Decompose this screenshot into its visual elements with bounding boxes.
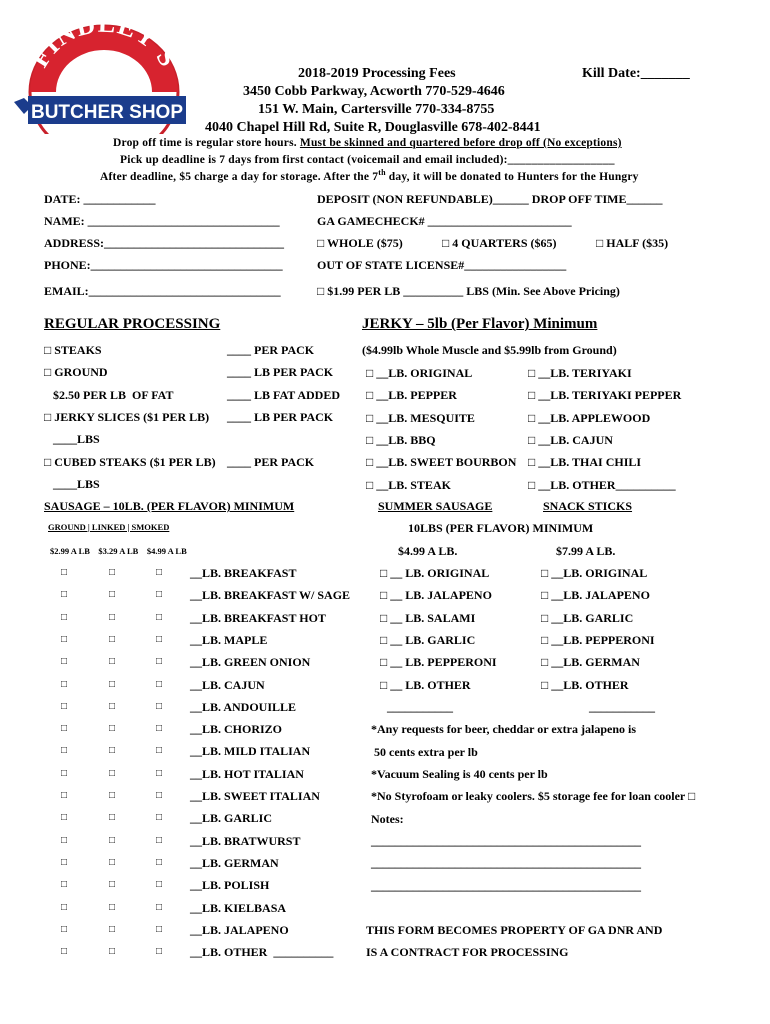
sausage-flavor-item[interactable]: __LB. GERMAN xyxy=(190,855,279,870)
regular-item-quantity[interactable]: ____ LB PER PACK xyxy=(227,365,334,380)
regular-item-label[interactable]: □ CUBED STEAKS ($1 PER LB) xyxy=(44,454,216,469)
sausage-checkbox[interactable]: □ xyxy=(156,901,163,913)
snack-stick-item[interactable]: □ __LB. GERMAN xyxy=(541,655,640,670)
jerky-flavor-item[interactable]: □ __LB. ORIGINAL xyxy=(366,366,473,380)
sausage-flavor-item[interactable]: __LB. OTHER __________ xyxy=(190,945,334,960)
summer-sausage-price: $4.99 A LB. xyxy=(398,544,458,558)
quarters-checkbox[interactable]: □ 4 QUARTERS ($65) xyxy=(442,236,557,250)
snack-stick-item[interactable]: □ __LB. ORIGINAL xyxy=(541,566,648,580)
sausage-checkbox[interactable]: □ xyxy=(156,812,163,824)
jerky-flavor-item[interactable]: □ __LB. MESQUITE xyxy=(366,410,475,425)
snack-blank-line[interactable]: ___________ xyxy=(589,700,655,714)
snack-stick-item[interactable]: □ __LB. OTHER xyxy=(541,677,629,692)
jerky-flavor-item[interactable]: □ __LB. TERIYAKI PEPPER xyxy=(528,388,682,403)
regular-item-quantity[interactable]: ____ PER PACK xyxy=(227,343,315,357)
sausage-checkbox[interactable]: □ xyxy=(156,678,163,690)
sausage-checkbox[interactable]: □ xyxy=(109,633,116,645)
jerky-title: JERKY – 5lb (Per Flavor) Minimum xyxy=(362,316,598,332)
phone-field[interactable]: PHONE:________________________________ xyxy=(44,258,283,272)
regular-item-quantity[interactable]: ____ LB PER PACK xyxy=(227,409,334,424)
sausage-flavor-item[interactable]: __LB. SWEET ITALIAN xyxy=(190,789,320,803)
sausage-checkbox[interactable]: □ xyxy=(109,923,116,935)
sausage-checkbox[interactable]: □ xyxy=(109,834,116,846)
form-title: 2018-2019 Processing Fees xyxy=(298,66,456,81)
notice-line-3: After deadline, $5 charge a day for storage. After the 7th day, it will be donated to Hunters for the Hungry xyxy=(100,168,639,183)
jerky-flavor-item[interactable]: □ __LB. APPLEWOOD xyxy=(528,410,651,425)
deposit-dropoff-field[interactable]: DEPOSIT (NON REFUNDABLE)______ DROP OFF TIME______ xyxy=(317,192,663,206)
snack-stick-item[interactable]: □ __LB. JALAPENO xyxy=(541,588,650,603)
name-field[interactable]: NAME: ________________________________ xyxy=(44,214,280,228)
sausage-checkbox[interactable]: □ xyxy=(156,656,163,668)
note-extras: *Any requests for beer, cheddar or extra jalapeno is xyxy=(371,722,636,736)
sausage-checkbox[interactable]: □ xyxy=(61,856,68,868)
regular-item-label[interactable]: □ STEAKS xyxy=(44,343,102,357)
sausage-checkbox[interactable]: □ xyxy=(156,567,163,578)
sausage-checkbox[interactable]: □ xyxy=(156,633,163,645)
sausage-checkbox[interactable]: □ xyxy=(109,812,116,824)
sausage-flavor-item[interactable]: __LB. HOT ITALIAN xyxy=(190,766,304,781)
logo-arc-text: FINDLEY'S xyxy=(24,14,184,73)
sausage-checkbox[interactable]: □ xyxy=(61,923,68,935)
sausage-checkbox[interactable]: □ xyxy=(156,611,163,623)
sausage-checkbox[interactable]: □ xyxy=(61,946,68,958)
jerky-flavor-item[interactable]: □ __LB. THAI CHILI xyxy=(528,455,642,470)
sausage-checkbox[interactable]: □ xyxy=(109,790,116,801)
snack-minimum: 10LBS (PER FLAVOR) MINIMUM xyxy=(408,521,594,535)
snack-sticks-price: $7.99 A LB. xyxy=(556,544,616,558)
regular-item-quantity[interactable]: ____ LB FAT ADDED xyxy=(227,387,341,402)
sausage-checkbox[interactable]: □ xyxy=(61,790,68,801)
jerky-flavor-item[interactable]: □ __LB. SWEET BOURBON xyxy=(366,455,517,470)
sausage-checkbox[interactable]: □ xyxy=(109,901,116,913)
notes-line-1[interactable]: _____________________________________________ xyxy=(371,834,641,848)
sausage-checkbox[interactable]: □ xyxy=(156,790,163,801)
sausage-checkbox[interactable]: □ xyxy=(61,700,68,712)
sausage-checkbox[interactable]: □ xyxy=(109,678,116,690)
sausage-checkbox[interactable]: □ xyxy=(156,745,163,757)
summer-sausage-item[interactable]: □ __ LB. OTHER xyxy=(380,677,471,692)
sausage-checkbox[interactable]: □ xyxy=(109,745,116,757)
sausage-checkbox[interactable]: □ xyxy=(156,723,163,735)
notes-label: Notes: xyxy=(371,812,404,826)
sausage-title: SAUSAGE – 10LB. (PER FLAVOR) MINIMUM xyxy=(44,499,295,513)
sausage-checkbox[interactable]: □ xyxy=(156,856,163,868)
half-checkbox[interactable]: □ HALF ($35) xyxy=(596,236,669,250)
regular-item-label[interactable]: ____LBS xyxy=(44,432,100,447)
snack-stick-item[interactable]: □ __LB. PEPPERONI xyxy=(541,632,655,647)
sausage-checkbox[interactable]: □ xyxy=(61,767,68,779)
regular-processing-title: REGULAR PROCESSING xyxy=(44,316,221,332)
snack-sticks-title: SNACK STICKS xyxy=(543,499,633,513)
note-vacuum: *Vacuum Sealing is 40 cents per lb xyxy=(371,767,548,781)
jerky-flavor-item[interactable]: □ __LB. PEPPER xyxy=(366,388,457,403)
jerky-price: ($4.99lb Whole Muscle and $5.99lb from Ground) xyxy=(362,343,617,357)
regular-item-label[interactable]: $2.50 PER LB OF FAT xyxy=(44,387,174,402)
jerky-flavor-item[interactable]: □ __LB. BBQ xyxy=(366,432,436,447)
sausage-flavor-item[interactable]: __LB. BREAKFAST HOT xyxy=(190,610,326,625)
note-coolers: *No Styrofoam or leaky coolers. $5 storage fee for loan cooler □ xyxy=(371,789,696,803)
snack-stick-item[interactable]: □ __LB. GARLIC xyxy=(541,610,634,625)
jerky-flavor-item[interactable]: □ __LB. STEAK xyxy=(366,477,451,492)
sausage-checkbox[interactable]: □ xyxy=(61,745,68,757)
sausage-checkbox[interactable]: □ xyxy=(156,700,163,712)
notes-line-3[interactable]: _____________________________________________ xyxy=(371,879,641,893)
sausage-checkbox[interactable]: □ xyxy=(61,589,68,601)
sausage-checkbox[interactable]: □ xyxy=(109,879,116,891)
summer-sausage-item[interactable]: □ __ LB. PEPPERONI xyxy=(380,655,497,670)
oos-license-field[interactable]: OUT OF STATE LICENSE#_________________ xyxy=(317,258,567,272)
date-field[interactable]: DATE: ____________ xyxy=(44,192,156,206)
sausage-checkbox[interactable]: □ xyxy=(109,856,116,868)
summer-blank-line[interactable]: ___________ xyxy=(387,700,453,714)
address-douglasville: 4040 Chapel Hill Rd, Suite R, Douglasville 678-402-8441 xyxy=(205,120,541,135)
logo-banner-text: BUTCHER SHOP xyxy=(30,102,184,123)
note-extras-price: 50 cents extra per lb xyxy=(371,745,478,759)
sausage-checkbox[interactable]: □ xyxy=(61,834,68,846)
sausage-checkbox[interactable]: □ xyxy=(109,946,116,958)
regular-item-label[interactable]: □ JERKY SLICES ($1 PER LB) xyxy=(44,409,210,424)
summer-sausage-item[interactable]: □ __ LB. ORIGINAL xyxy=(380,566,490,580)
sausage-checkbox[interactable]: □ xyxy=(109,589,116,601)
sausage-checkbox[interactable]: □ xyxy=(156,879,163,891)
sausage-checkbox[interactable]: □ xyxy=(109,567,116,578)
sausage-flavor-item[interactable]: __LB. JALAPENO xyxy=(190,922,289,937)
sausage-checkbox[interactable]: □ xyxy=(61,879,68,891)
jerky-flavor-item[interactable]: □ __LB. CAJUN xyxy=(528,432,613,447)
sausage-checkbox[interactable]: □ xyxy=(109,767,116,779)
email-field[interactable]: EMAIL:________________________________ xyxy=(44,284,281,298)
sausage-checkbox[interactable]: □ xyxy=(156,767,163,779)
sausage-flavor-item[interactable]: __LB. POLISH xyxy=(190,878,270,893)
sausage-flavor-item[interactable]: __LB. BRATWURST xyxy=(190,833,301,848)
per-lb-checkbox[interactable]: □ $1.99 PER LB __________ LBS (Min. See Above Pricing) xyxy=(317,284,620,298)
sausage-checkbox[interactable]: □ xyxy=(61,901,68,913)
sausage-flavor-item[interactable]: __LB. CAJUN xyxy=(190,677,265,692)
findleys-butcher-shop-logo xyxy=(14,14,186,134)
sausage-checkbox[interactable]: □ xyxy=(61,611,68,623)
regular-item-label[interactable]: □ GROUND xyxy=(44,365,108,380)
sausage-flavor-item[interactable]: __LB. BREAKFAST xyxy=(190,566,297,580)
notice-line-1: Drop off time is regular store hours. Must be skinned and quartered before drop off (No exceptions) xyxy=(113,137,622,149)
notes-line-2[interactable]: _____________________________________________ xyxy=(371,856,641,870)
whole-checkbox[interactable]: □ WHOLE ($75) xyxy=(317,236,403,250)
sausage-checkbox[interactable]: □ xyxy=(61,678,68,690)
sausage-flavor-item[interactable]: __LB. ANDOUILLE xyxy=(190,699,297,714)
sausage-flavor-item[interactable]: __LB. GREEN ONION xyxy=(190,655,311,670)
address-field[interactable]: ADDRESS:______________________________ xyxy=(44,236,285,250)
sausage-checkbox[interactable]: □ xyxy=(156,923,163,935)
sausage-checkbox[interactable]: □ xyxy=(61,656,68,668)
summer-sausage-item[interactable]: □ __ LB. SALAMI xyxy=(380,610,476,625)
address-cartersville: 151 W. Main, Cartersville 770-334-8755 xyxy=(258,102,495,117)
sausage-prices: $2.99 A LB $3.29 A LB $4.99 A LB xyxy=(50,546,187,556)
sausage-flavor-item[interactable]: __LB. MAPLE xyxy=(190,632,268,647)
kill-date-field[interactable]: Kill Date:_______ xyxy=(582,66,690,81)
summer-sausage-item[interactable]: □ __ LB. JALAPENO xyxy=(380,588,492,603)
sausage-flavor-item[interactable]: __LB. GARLIC xyxy=(190,811,273,826)
sausage-checkbox[interactable]: □ xyxy=(61,723,68,735)
regular-item-label[interactable]: ____LBS xyxy=(44,476,100,491)
address-acworth: 3450 Cobb Parkway, Acworth 770-529-4646 xyxy=(243,84,505,99)
footer-line-2: IS A CONTRACT FOR PROCESSING xyxy=(366,945,569,959)
sausage-checkbox[interactable]: □ xyxy=(109,723,116,735)
sausage-checkbox[interactable]: □ xyxy=(109,611,116,623)
gamecheck-field[interactable]: GA GAMECHECK# ________________________ xyxy=(317,214,572,228)
sausage-flavor-item[interactable]: __LB. CHORIZO xyxy=(190,722,283,737)
notice-line-2: Pick up deadline is 7 days from first contact (voicemail and email included):__________________ xyxy=(120,154,615,166)
footer-line-1: THIS FORM BECOMES PROPERTY OF GA DNR AND xyxy=(366,923,663,937)
jerky-flavor-item[interactable]: □ __LB. TERIYAKI xyxy=(528,366,632,380)
sausage-checkbox[interactable]: □ xyxy=(109,656,116,668)
sausage-flavor-item[interactable]: __LB. KIELBASA xyxy=(190,900,287,915)
regular-item-quantity[interactable]: ____ PER PACK xyxy=(227,454,315,469)
sausage-checkbox[interactable]: □ xyxy=(156,589,163,601)
summer-sausage-item[interactable]: □ __ LB. GARLIC xyxy=(380,632,476,647)
jerky-flavor-item[interactable]: □ __LB. OTHER__________ xyxy=(528,477,676,492)
sausage-flavor-item[interactable]: __LB. BREAKFAST W/ SAGE xyxy=(190,588,351,603)
sausage-checkbox[interactable]: □ xyxy=(109,700,116,712)
sausage-checkbox[interactable]: □ xyxy=(61,567,68,578)
summer-sausage-title: SUMMER SAUSAGE xyxy=(378,499,493,513)
sausage-flavor-item[interactable]: __LB. MILD ITALIAN xyxy=(190,744,311,759)
sausage-checkbox[interactable]: □ xyxy=(156,946,163,958)
sausage-checkbox[interactable]: □ xyxy=(156,834,163,846)
sausage-checkbox[interactable]: □ xyxy=(61,812,68,824)
sausage-types: GROUND | LINKED | SMOKED xyxy=(48,522,170,532)
sausage-checkbox[interactable]: □ xyxy=(61,633,68,645)
